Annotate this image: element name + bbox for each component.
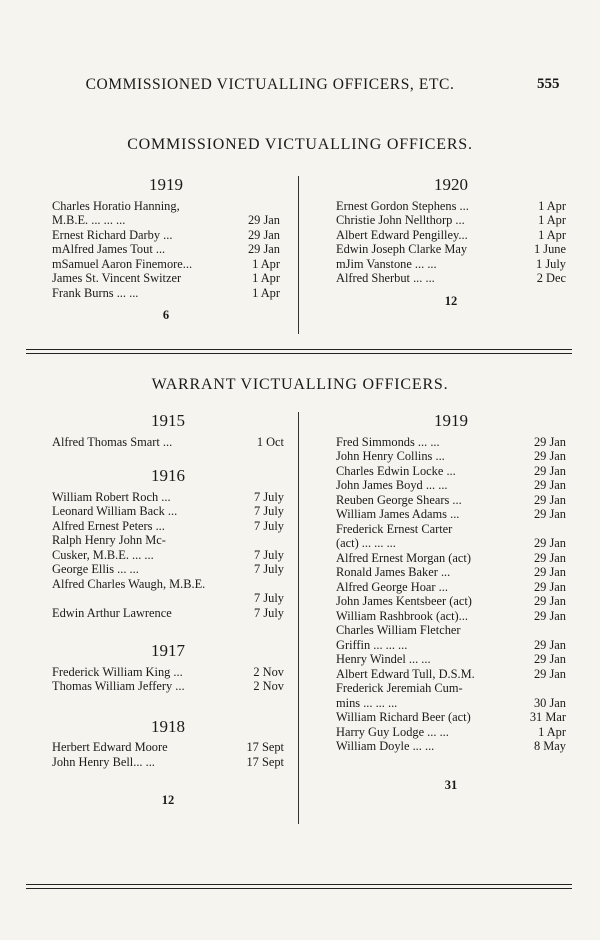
officer-name: William James Adams ... bbox=[336, 507, 460, 521]
officer-entry bbox=[336, 536, 566, 551]
officer-entry bbox=[52, 562, 284, 577]
officer-name: Herbert Edward Moore bbox=[52, 740, 168, 754]
seniority-date: 7 July bbox=[254, 562, 284, 576]
officer-name: William Rashbrook (act)... bbox=[336, 608, 468, 623]
seniority-date: 29 Jan bbox=[247, 242, 280, 256]
seniority-date: 29 Jan bbox=[533, 637, 566, 652]
officer-entry bbox=[336, 435, 566, 450]
officer-entry bbox=[336, 696, 566, 711]
officer-name: Ronald James Baker ... bbox=[336, 565, 451, 579]
year-heading: 1917 bbox=[151, 641, 185, 660]
officer-entry bbox=[52, 228, 280, 243]
seniority-date: 2 Dec bbox=[536, 271, 566, 285]
officer-entry bbox=[336, 257, 566, 272]
officer-entry bbox=[336, 725, 566, 740]
seniority-date: 29 Jan bbox=[533, 507, 566, 521]
warrant-left-column bbox=[52, 411, 284, 808]
officer-name: Griffin ... ... ... bbox=[336, 637, 408, 652]
officer-name: Frederick William King ... bbox=[52, 664, 183, 679]
officer-count: 12 bbox=[444, 293, 458, 308]
officer-entry bbox=[52, 665, 284, 680]
seniority-date: 29 Jan bbox=[533, 666, 566, 681]
entry-list bbox=[52, 740, 284, 769]
officer-name: mAlfred James Tout ... bbox=[52, 242, 166, 256]
officer-entry bbox=[336, 551, 566, 566]
seniority-date: 8 May bbox=[533, 739, 566, 753]
seniority-date: 2 Nov bbox=[253, 679, 284, 693]
officer-name: Frederick Jeremiah Cum- bbox=[336, 681, 463, 695]
officer-entry bbox=[52, 286, 280, 301]
year-heading: 1915 bbox=[151, 411, 185, 430]
officer-name: Ralph Henry John Mc- bbox=[52, 533, 166, 547]
seniority-date: 1 Apr bbox=[252, 256, 280, 271]
officer-name: Ernest Richard Darby ... bbox=[52, 227, 173, 242]
seniority-date: 7 July bbox=[254, 547, 284, 562]
officer-entry bbox=[52, 519, 284, 534]
section-rule bbox=[26, 353, 572, 354]
officer-name: Ernest Gordon Stephens ... bbox=[336, 198, 469, 213]
officer-entry bbox=[336, 594, 566, 609]
seniority-date: 7 July bbox=[254, 504, 284, 518]
seniority-date: 29 Jan bbox=[247, 213, 280, 227]
officer-entry bbox=[336, 681, 566, 696]
entry-list bbox=[52, 435, 284, 450]
officer-name: M.B.E. ... ... ... bbox=[52, 213, 126, 227]
officer-entry bbox=[52, 271, 280, 286]
seniority-date: 29 Jan bbox=[533, 463, 566, 478]
commissioned-section-title: COMMISSIONED VICTUALLING OFFICERS. bbox=[127, 136, 473, 153]
officer-name: (act) ... ... ... bbox=[336, 536, 396, 550]
seniority-date: 1 Apr bbox=[538, 213, 566, 227]
officer-entry bbox=[336, 623, 566, 638]
entry-list bbox=[52, 199, 280, 301]
officer-count: 12 bbox=[161, 793, 175, 807]
seniority-date: 1 July bbox=[536, 256, 566, 271]
seniority-date: 1 Oct bbox=[256, 434, 284, 449]
officer-entry bbox=[336, 271, 566, 286]
officer-entry bbox=[336, 478, 566, 493]
year-heading: 1920 bbox=[434, 175, 468, 194]
officer-entry bbox=[336, 228, 566, 243]
seniority-date: 7 July bbox=[254, 591, 284, 605]
officer-name: William Doyle ... ... bbox=[336, 739, 435, 753]
seniority-date: 1 Apr bbox=[252, 271, 280, 285]
officer-name: Reuben George Shears ... bbox=[336, 492, 462, 507]
officer-name: Charles Edwin Locke ... bbox=[336, 463, 456, 478]
seniority-date: 29 Jan bbox=[533, 550, 566, 565]
officer-name: Alfred Thomas Smart ... bbox=[52, 434, 173, 449]
officer-entry bbox=[52, 606, 284, 621]
seniority-date: 29 Jan bbox=[533, 594, 566, 608]
seniority-date: 31 Mar bbox=[529, 710, 566, 724]
officer-name: Alfred Ernest Morgan (act) bbox=[336, 550, 471, 565]
page-number: 555 bbox=[537, 76, 560, 92]
officer-name: John James Boyd ... ... bbox=[336, 478, 448, 492]
seniority-date: 29 Jan bbox=[533, 478, 566, 492]
officer-name: mSamuel Aaron Finemore... bbox=[52, 256, 193, 271]
section-rule bbox=[26, 349, 572, 350]
officer-name: mJim Vanstone ... ... bbox=[336, 256, 437, 271]
officer-count: 6 bbox=[162, 308, 170, 322]
officer-name: Leonard William Back ... bbox=[52, 504, 178, 518]
officer-entry bbox=[52, 435, 284, 450]
officer-entry bbox=[336, 710, 566, 725]
officer-name: William Robert Roch ... bbox=[52, 489, 171, 504]
officer-name: Edwin Joseph Clarke May bbox=[336, 242, 468, 256]
officer-entry bbox=[52, 504, 284, 519]
officer-entry bbox=[336, 609, 566, 624]
year-heading: 1916 bbox=[151, 466, 185, 485]
officer-name: Henry Windel ... ... bbox=[336, 652, 431, 666]
officer-name: John Henry Bell... ... bbox=[52, 754, 155, 769]
warrant-section-title: WARRANT VICTUALLING OFFICERS. bbox=[151, 376, 449, 393]
officer-entry bbox=[336, 493, 566, 508]
officer-name: Alfred Ernest Peters ... bbox=[52, 518, 165, 533]
entry-list bbox=[52, 665, 284, 694]
officer-entry bbox=[52, 213, 280, 228]
officer-name: mins ... ... ... bbox=[336, 695, 398, 710]
running-head: COMMISSIONED VICTUALLING OFFICERS, ETC. bbox=[85, 76, 455, 93]
officer-name: Edwin Arthur Lawrence bbox=[52, 605, 172, 620]
seniority-date: 29 Jan bbox=[533, 652, 566, 666]
bottom-rule bbox=[26, 884, 572, 885]
officer-entry bbox=[52, 199, 280, 214]
officer-name: Albert Edward Pengilley... bbox=[336, 227, 468, 242]
officer-name: Alfred George Hoar ... bbox=[336, 579, 448, 594]
officer-entry bbox=[52, 242, 280, 257]
officer-name: Fred Simmonds ... ... bbox=[336, 434, 440, 449]
entry-list bbox=[336, 435, 566, 754]
officer-name: Frank Burns ... ... bbox=[52, 285, 139, 300]
seniority-date: 7 July bbox=[254, 605, 284, 620]
officer-entry bbox=[336, 199, 566, 214]
seniority-date: 29 Jan bbox=[533, 565, 566, 579]
officer-entry bbox=[336, 739, 566, 754]
officer-name: Cusker, M.B.E. ... ... bbox=[52, 547, 154, 562]
officer-entry bbox=[336, 213, 566, 228]
officer-name: William Richard Beer (act) bbox=[336, 710, 471, 724]
officer-entry bbox=[52, 740, 284, 755]
officer-name: James St. Vincent Switzer bbox=[52, 271, 182, 285]
officer-entry bbox=[336, 667, 566, 682]
officer-entry bbox=[52, 679, 284, 694]
officer-count: 31 bbox=[444, 777, 458, 792]
officer-name: Charles William Fletcher bbox=[336, 623, 461, 637]
officer-name: Frederick Ernest Carter bbox=[336, 521, 453, 536]
seniority-date: 29 Jan bbox=[533, 608, 566, 623]
year-heading: 1919 bbox=[149, 175, 183, 194]
seniority-date: 1 Apr bbox=[252, 285, 280, 300]
seniority-date: 2 Nov bbox=[253, 664, 284, 679]
officer-entry bbox=[52, 591, 284, 606]
officer-entry bbox=[336, 565, 566, 580]
seniority-date: 1 Apr bbox=[538, 227, 566, 242]
warrant-right-column bbox=[336, 411, 566, 792]
officer-name: Thomas William Jeffery ... bbox=[52, 679, 185, 693]
seniority-date: 29 Jan bbox=[533, 449, 566, 463]
officer-entry bbox=[336, 449, 566, 464]
seniority-date: 17 Sept bbox=[246, 754, 284, 769]
officer-entry bbox=[336, 464, 566, 479]
seniority-date: 29 Jan bbox=[533, 492, 566, 507]
column-divider bbox=[298, 176, 299, 334]
seniority-date: 1 Apr bbox=[538, 724, 566, 739]
officer-entry bbox=[52, 548, 284, 563]
officer-entry bbox=[52, 257, 280, 272]
officer-name: Christie John Nellthorp ... bbox=[336, 213, 465, 227]
officer-name: Charles Horatio Hanning, bbox=[52, 198, 180, 213]
officer-name: John Henry Collins ... bbox=[336, 449, 445, 463]
commissioned-left-column bbox=[52, 175, 280, 323]
officer-name: Alfred Charles Waugh, M.B.E. bbox=[52, 576, 206, 591]
seniority-date: 30 Jan bbox=[533, 695, 566, 710]
officer-entry bbox=[336, 242, 566, 257]
seniority-date: 1 June bbox=[533, 242, 566, 256]
bottom-rule bbox=[26, 888, 572, 889]
year-heading: 1918 bbox=[151, 716, 185, 736]
seniority-date: 29 Jan bbox=[533, 536, 566, 550]
officer-name: John James Kentsbeer (act) bbox=[336, 594, 472, 608]
officer-entry bbox=[336, 507, 566, 522]
seniority-date: 29 Jan bbox=[533, 434, 566, 449]
column-divider bbox=[298, 412, 299, 824]
officer-name: Albert Edward Tull, D.S.M. bbox=[336, 666, 475, 681]
year-heading: 1919 bbox=[434, 411, 468, 430]
seniority-date: 29 Jan bbox=[247, 227, 280, 242]
officer-name: Harry Guy Lodge ... ... bbox=[336, 724, 449, 739]
officer-entry bbox=[336, 638, 566, 653]
officer-entry bbox=[52, 533, 284, 548]
officer-name: George Ellis ... ... bbox=[52, 562, 139, 576]
officer-name bbox=[52, 591, 250, 606]
seniority-date: 1 Apr bbox=[538, 198, 566, 213]
officer-entry bbox=[336, 652, 566, 667]
officer-entry bbox=[52, 577, 284, 592]
seniority-date: 17 Sept bbox=[246, 740, 284, 754]
seniority-date: 29 Jan bbox=[533, 579, 566, 594]
commissioned-right-column bbox=[336, 175, 566, 308]
officer-entry bbox=[52, 755, 284, 770]
officer-name: Alfred Sherbut ... ... bbox=[336, 271, 435, 285]
seniority-date: 7 July bbox=[254, 518, 284, 533]
officer-entry bbox=[336, 580, 566, 595]
entry-list bbox=[52, 490, 284, 621]
officer-entry bbox=[52, 490, 284, 505]
entry-list bbox=[336, 199, 566, 286]
seniority-date: 7 July bbox=[254, 489, 284, 504]
officer-entry bbox=[336, 522, 566, 537]
